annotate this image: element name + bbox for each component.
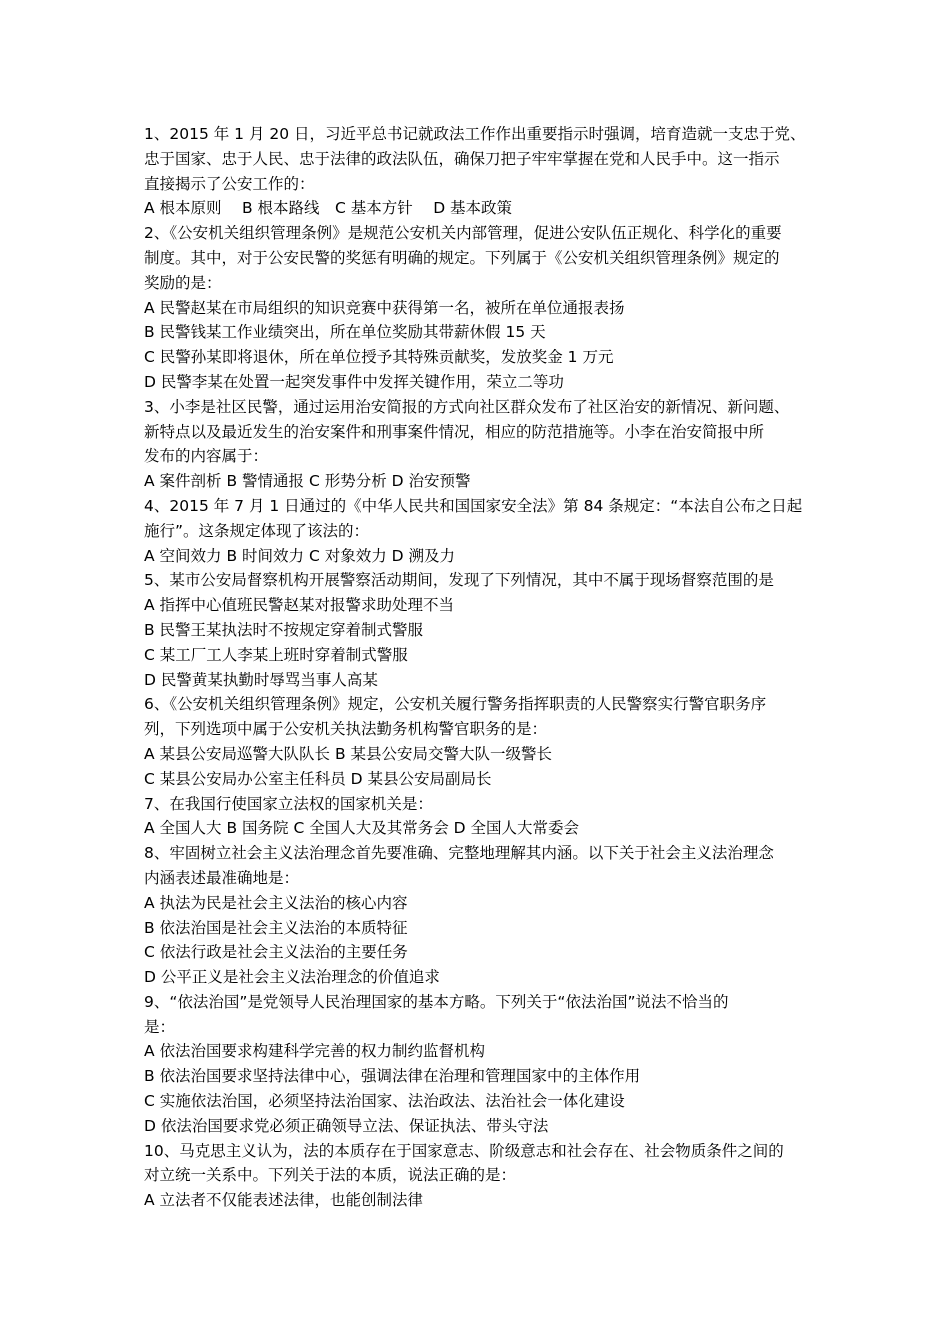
text-line: 对立统一关系中。下列关于法的本质，说法正确的是： [144, 1166, 517, 1185]
text-line: 7、在我国行使国家立法权的国家机关是： [144, 794, 433, 813]
text-line: 6、《公安机关组织管理条例》规定，公安机关履行警务指挥职责的人民警察实行警官职务序 [144, 695, 767, 714]
text-line: A 根本原则 B 根本路线 C 基本方针 D 基本政策 [144, 199, 513, 218]
text-line: D 依法治国要求党必须正确领导立法、保证执法、带头守法 [144, 1116, 549, 1135]
text-line: A 案件剖析 B 警情通报 C 形势分析 D 治安预警 [144, 472, 471, 491]
text-line: 列，下列选项中属于公安机关执法勤务机构警官职务的是： [144, 720, 548, 739]
text-line: 内涵表述最准确地是： [144, 868, 300, 887]
text-line: 忠于国家、忠于人民、忠于法律的政法队伍，确保刀把子牢牢掌握在党和人民手中。这一指示 [144, 149, 780, 168]
text-line: 5、某市公安局督察机构开展警察活动期间，发现了下列情况，其中不属于现场督察范围的是 [144, 571, 774, 590]
text-line: 发布的内容属于： [144, 447, 269, 466]
text-line: C 某工厂工人李某上班时穿着制式警服 [144, 645, 408, 664]
text-line: 奖励的是： [144, 273, 222, 292]
text-line: B 民警王某执法时不按规定穿着制式警服 [144, 620, 424, 639]
text-line: 新特点以及最近发生的治安案件和刑事案件情况，相应的防范措施等。小李在治安简报中所 [144, 422, 765, 441]
text-line: D 民警黄某执勤时辱骂当事人高某 [144, 670, 378, 689]
question-text-block [144, 122, 814, 1213]
text-line: A 指挥中心值班民警赵某对报警求助处理不当 [144, 596, 455, 615]
text-line: 8、牢固树立社会主义法治理念首先要准确、完整地理解其内涵。以下关于社会主义法治理念 [144, 844, 774, 863]
text-line: 施行”。这条规定体现了该法的： [144, 521, 370, 540]
text-line: C 某县公安局办公室主任科员 D 某县公安局副局长 [144, 769, 492, 788]
text-line: A 某县公安局巡警大队队长 B 某县公安局交警大队一级警长 [144, 744, 553, 763]
text-line: 是： [144, 1017, 176, 1036]
text-line: 10、马克思主义认为，法的本质存在于国家意志、阶级意志和社会存在、社会物质条件之间的 [144, 1141, 784, 1160]
text-line: 3、小李是社区民警，通过运用治安简报的方式向社区群众发布了社区治安的新情况、新问题、 [144, 397, 790, 416]
text-line: A 立法者不仅能表述法律，也能创制法律 [144, 1191, 424, 1210]
text-line: A 空间效力 B 时间效力 C 对象效力 D 溯及力 [144, 546, 455, 565]
text-line: C 民警孙某即将退休，所在单位授予其特殊贡献奖，发放奖金 1 万元 [144, 348, 614, 367]
text-line: 2、《公安机关组织管理条例》是规范公安机关内部管理，促进公安队伍正规化、科学化的重要 [144, 224, 782, 243]
text-line: A 民警赵某在市局组织的知识竞赛中获得第一名，被所在单位通报表扬 [144, 298, 625, 317]
text-line: B 民警钱某工作业绩突出，所在单位奖励其带薪休假 15 天 [144, 323, 546, 342]
text-line: 直接揭示了公安工作的： [144, 174, 315, 193]
text-line: A 依法治国要求构建科学完善的权力制约监督机构 [144, 1042, 486, 1061]
text-line: 4、2015 年 7 月 1 日通过的《中华人民共和国国家安全法》第 84 条规定：“本法自公布之日起 [144, 496, 803, 515]
text-line: A 全国人大 B 国务院 C 全国人大及其常务会 D 全国人大常委会 [144, 819, 579, 838]
text-line: B 依法治国是社会主义法治的本质特征 [144, 918, 408, 937]
text-line: C 实施依法治国，必须坚持法治国家、法治政法、法治社会一体化建设 [144, 1092, 625, 1111]
text-line: 制度。其中，对于公安民警的奖惩有明确的规定。下列属于《公安机关组织管理条例》规定的 [144, 248, 780, 267]
text-line: A 执法为民是社会主义法治的核心内容 [144, 893, 408, 912]
text-line: D 公平正义是社会主义法治理念的价值追求 [144, 968, 440, 987]
text-line: 9、“依法治国”是党领导人民治理国家的基本方略。下列关于“依法治国”说法不恰当的 [144, 992, 729, 1011]
text-line: C 依法行政是社会主义法治的主要任务 [144, 943, 408, 962]
text-line: B 依法治国要求坚持法律中心，强调法律在治理和管理国家中的主体作用 [144, 1067, 641, 1086]
text-line: 1、2015 年 1 月 20 日，习近平总书记就政法工作作出重要指示时强调，培育造就一支忠于党、 [144, 125, 806, 143]
text-line: D 民警李某在处置一起突发事件中发挥关键作用，荣立二等功 [144, 372, 564, 391]
